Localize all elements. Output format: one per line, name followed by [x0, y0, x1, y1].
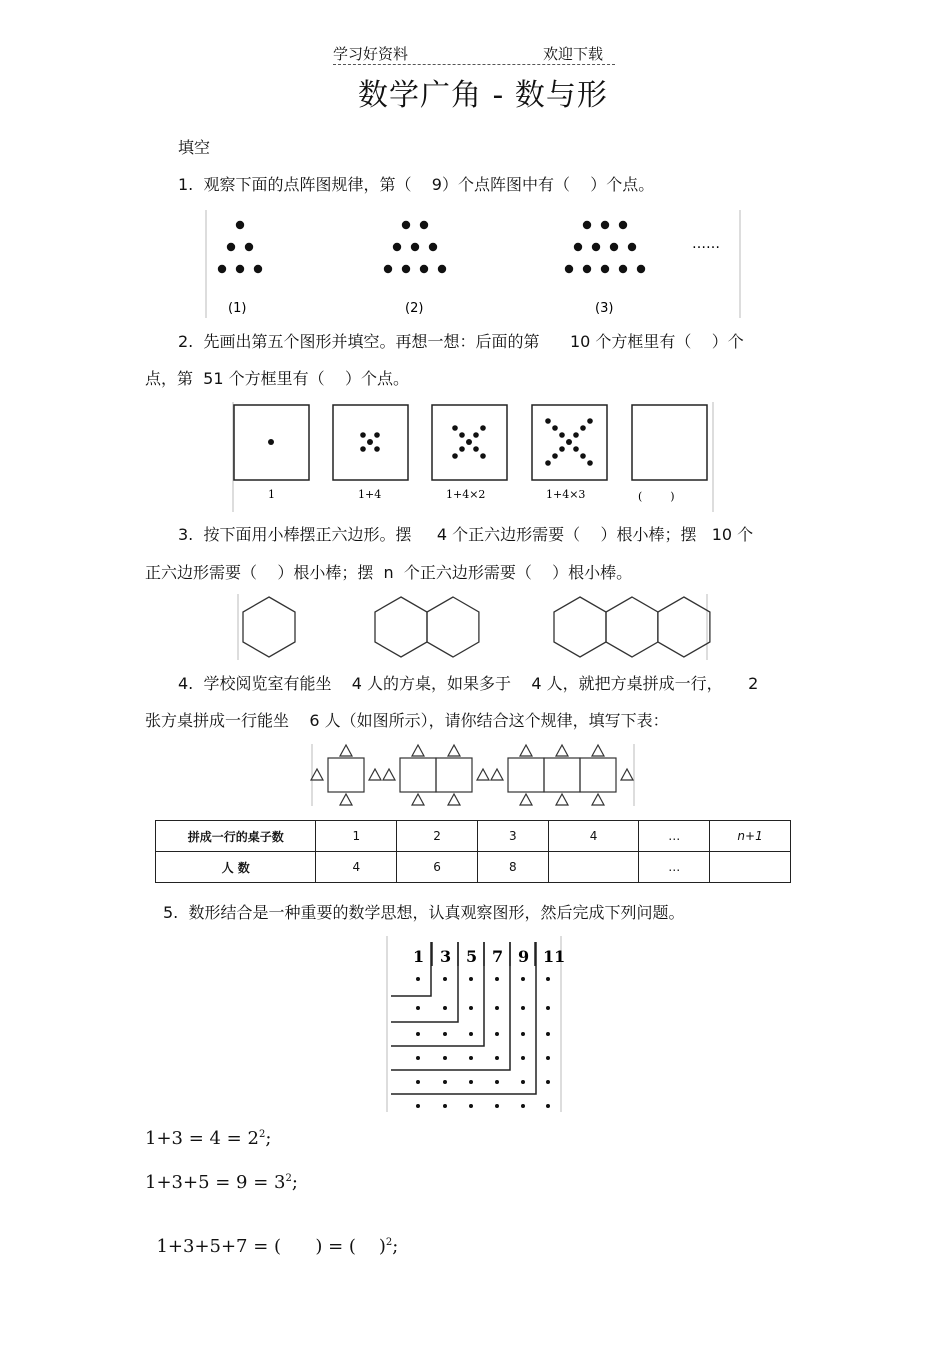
- header-right: 欢迎下载: [543, 45, 604, 63]
- square-label-5: ( ): [638, 490, 675, 503]
- dot: [628, 243, 636, 251]
- dot: [546, 977, 550, 981]
- column-label: 7: [492, 947, 504, 966]
- table-cell: …: [639, 852, 710, 883]
- dot: [227, 243, 235, 251]
- dot: [619, 221, 627, 229]
- dot: [601, 221, 609, 229]
- dot: [495, 1032, 499, 1036]
- dot: [466, 439, 472, 445]
- seat-icon: [556, 794, 568, 805]
- table-cell: 3: [477, 821, 548, 852]
- dot-pattern-figure: [200, 208, 745, 320]
- dot: [583, 221, 591, 229]
- dot: [402, 221, 410, 229]
- seat-icon: [448, 745, 460, 756]
- seat-icon: [621, 769, 633, 780]
- seat-icon: [592, 794, 604, 805]
- seat-icon: [412, 745, 424, 756]
- dot: [495, 977, 499, 981]
- seat-icon: [383, 769, 395, 780]
- dot: [374, 446, 380, 452]
- desk: [508, 758, 544, 792]
- square-label-1: 1: [268, 488, 275, 501]
- dot: [601, 265, 609, 273]
- equation-2-exponent: 2: [285, 1173, 292, 1184]
- dot: [552, 453, 558, 459]
- square-label-2: 1+4: [358, 488, 382, 501]
- table-cell: n+1: [710, 821, 791, 852]
- desk: [436, 758, 472, 792]
- dot: [573, 446, 579, 452]
- table-cell: 人 数: [156, 852, 316, 883]
- hexagon: [554, 597, 606, 657]
- dot: [574, 243, 582, 251]
- dot: [592, 243, 600, 251]
- dot: [416, 1006, 420, 1010]
- equation-2-semicolon: ;: [291, 1172, 298, 1193]
- dot: [443, 1080, 447, 1084]
- dot: [416, 977, 420, 981]
- dot: [565, 265, 573, 273]
- l-shaped-divider: [391, 942, 431, 996]
- dot: [268, 439, 274, 445]
- dot: [245, 243, 253, 251]
- dot: [416, 1032, 420, 1036]
- dot: [552, 425, 558, 431]
- question-4-line-1: 4. 学校阅览室有能坐 4 人的方桌，如果多于 4 人，就把方桌拼成一行， 2: [178, 674, 759, 693]
- seat-icon: [340, 745, 352, 756]
- hexagon: [243, 597, 295, 657]
- dot: [469, 1032, 473, 1036]
- equation-3: [145, 1215, 398, 1257]
- dot: [469, 1080, 473, 1084]
- dot: [452, 453, 458, 459]
- seat-icon: [340, 794, 352, 805]
- dot: [384, 265, 392, 273]
- dot: [521, 1080, 525, 1084]
- hexagon: [606, 597, 658, 657]
- seat-icon: [311, 769, 323, 780]
- seat-icon: [369, 769, 381, 780]
- tables-figure: [310, 742, 636, 808]
- dot: [443, 1104, 447, 1108]
- dot-ellipsis: ……: [692, 236, 720, 252]
- dot: [546, 1006, 550, 1010]
- seat-icon: [491, 769, 503, 780]
- question-2-line-1: 2. 先画出第五个图形并填空。再想一想：后面的第 10 个方框里有（ ）个: [178, 332, 744, 351]
- dot: [374, 432, 380, 438]
- dot: [559, 432, 565, 438]
- seat-icon: [520, 745, 532, 756]
- dot: [236, 265, 244, 273]
- dot: [218, 265, 226, 273]
- seat-icon: [520, 794, 532, 805]
- dot: [559, 446, 565, 452]
- dot: [580, 453, 586, 459]
- seat-icon: [477, 769, 489, 780]
- header-divider: [333, 64, 615, 65]
- dot: [521, 1056, 525, 1060]
- dot: [480, 425, 486, 431]
- square-dots-figure: [228, 400, 718, 515]
- seat-icon: [592, 745, 604, 756]
- equation-1-text: 1+3 = 4 = 2: [145, 1128, 259, 1149]
- dot: [416, 1104, 420, 1108]
- table-row: [156, 821, 791, 852]
- dot: [443, 1056, 447, 1060]
- question-3-line-1: 3. 按下面用小棒摆正六边形。摆 4 个正六边形需要（ ）根小棒；摆 10 个: [178, 525, 754, 544]
- table-cell: 2: [397, 821, 478, 852]
- dot: [495, 1080, 499, 1084]
- header-left: 学习好资料: [333, 45, 409, 63]
- dot: [521, 1032, 525, 1036]
- question-3-line-2: 正六边形需要（ ）根小棒；摆 n 个正六边形需要（ ）根小棒。: [145, 563, 633, 582]
- hexagon-figure: [236, 592, 711, 662]
- dot: [473, 446, 479, 452]
- hexagon: [427, 597, 479, 657]
- column-label: 1: [413, 947, 425, 966]
- dot: [459, 432, 465, 438]
- table-cell: 8: [477, 852, 548, 883]
- dot: [619, 265, 627, 273]
- dot: [587, 418, 593, 424]
- hexagon: [375, 597, 427, 657]
- dot: [443, 1032, 447, 1036]
- dot: [495, 1104, 499, 1108]
- dot: [254, 265, 262, 273]
- question-2-line-2: 点，第 51 个方框里有（ ）个点。: [145, 369, 409, 388]
- equation-1: [145, 1128, 271, 1149]
- table-cell: 4: [548, 821, 639, 852]
- equation-1-exponent: 2: [258, 1129, 266, 1140]
- dot: [360, 446, 366, 452]
- dot: [416, 1080, 420, 1084]
- dot: [546, 1104, 550, 1108]
- dot: [469, 1104, 473, 1108]
- dot: [580, 425, 586, 431]
- dot: [429, 243, 437, 251]
- equation-1-semicolon: ;: [265, 1128, 272, 1149]
- table-cell[interactable]: [548, 852, 639, 883]
- desk: [580, 758, 616, 792]
- column-label: 5: [466, 947, 478, 966]
- dot: [545, 460, 551, 466]
- dot: [545, 418, 551, 424]
- dot: [546, 1080, 550, 1084]
- seat-icon: [412, 794, 424, 805]
- dot: [495, 1006, 499, 1010]
- dot: [236, 221, 244, 229]
- dot: [637, 265, 645, 273]
- odd-sum-figure: [385, 934, 565, 1114]
- dot: [367, 439, 373, 445]
- question-5-text: 5. 数形结合是一种重要的数学思想，认真观察图形，然后完成下列问题。: [163, 903, 685, 922]
- seat-icon: [448, 794, 460, 805]
- equation-3-exponent: 2: [385, 1237, 393, 1248]
- dot: [546, 1056, 550, 1060]
- dot: [438, 265, 446, 273]
- square-label-3: 1+4×2: [446, 488, 486, 501]
- column-label: 11: [543, 947, 566, 966]
- table-cell: 6: [397, 852, 478, 883]
- dot: [521, 1104, 525, 1108]
- table-cell: 4: [316, 852, 397, 883]
- page-title: 数学广角 - 数与形: [358, 78, 608, 113]
- dot: [546, 1032, 550, 1036]
- dot-label-3: (3): [595, 301, 614, 316]
- dot: [610, 243, 618, 251]
- dot: [443, 1006, 447, 1010]
- table-row: [156, 852, 791, 883]
- dot: [495, 1056, 499, 1060]
- table-cell: 拼成一行的桌子数: [156, 821, 316, 852]
- dot-label-2: (2): [405, 301, 424, 316]
- dot: [420, 221, 428, 229]
- equation-3-text[interactable]: 1+3+5+7 = ( ) = ( ): [156, 1236, 386, 1257]
- dot: [360, 432, 366, 438]
- dot: [459, 446, 465, 452]
- question-4-line-2: 张方桌拼成一行能坐 6 人（如图所示），请你结合这个规律，填写下表：: [145, 711, 669, 730]
- table-cell[interactable]: [710, 852, 791, 883]
- column-label: 3: [440, 947, 452, 966]
- table-cell: …: [639, 821, 710, 852]
- dot: [402, 265, 410, 273]
- dot: [469, 1056, 473, 1060]
- dot: [566, 439, 572, 445]
- equation-2-text: 1+3+5 = 9 = 3: [145, 1172, 286, 1193]
- dot: [480, 453, 486, 459]
- dot: [587, 460, 593, 466]
- dot-label-1: (1): [228, 301, 247, 316]
- seat-icon: [556, 745, 568, 756]
- question-1-text: 1. 观察下面的点阵图规律，第（ 9）个点阵图中有（ ）个点。: [178, 175, 655, 194]
- column-label: 9: [518, 947, 530, 966]
- square-label-4: 1+4×3: [546, 488, 586, 501]
- seating-table: [155, 820, 791, 883]
- hexagon: [658, 597, 710, 657]
- section-heading: 填空: [178, 138, 211, 157]
- dot: [473, 432, 479, 438]
- dot: [420, 265, 428, 273]
- dot: [521, 977, 525, 981]
- dot: [411, 243, 419, 251]
- dot: [393, 243, 401, 251]
- dot: [583, 265, 591, 273]
- desk: [544, 758, 580, 792]
- equation-3-semicolon: ;: [392, 1236, 399, 1257]
- dot: [573, 432, 579, 438]
- equation-2: [145, 1172, 298, 1193]
- desk: [400, 758, 436, 792]
- dot: [452, 425, 458, 431]
- dot: [469, 1006, 473, 1010]
- dot: [469, 977, 473, 981]
- desk: [328, 758, 364, 792]
- dot: [521, 1006, 525, 1010]
- dot: [416, 1056, 420, 1060]
- table-cell: 1: [316, 821, 397, 852]
- dot: [443, 977, 447, 981]
